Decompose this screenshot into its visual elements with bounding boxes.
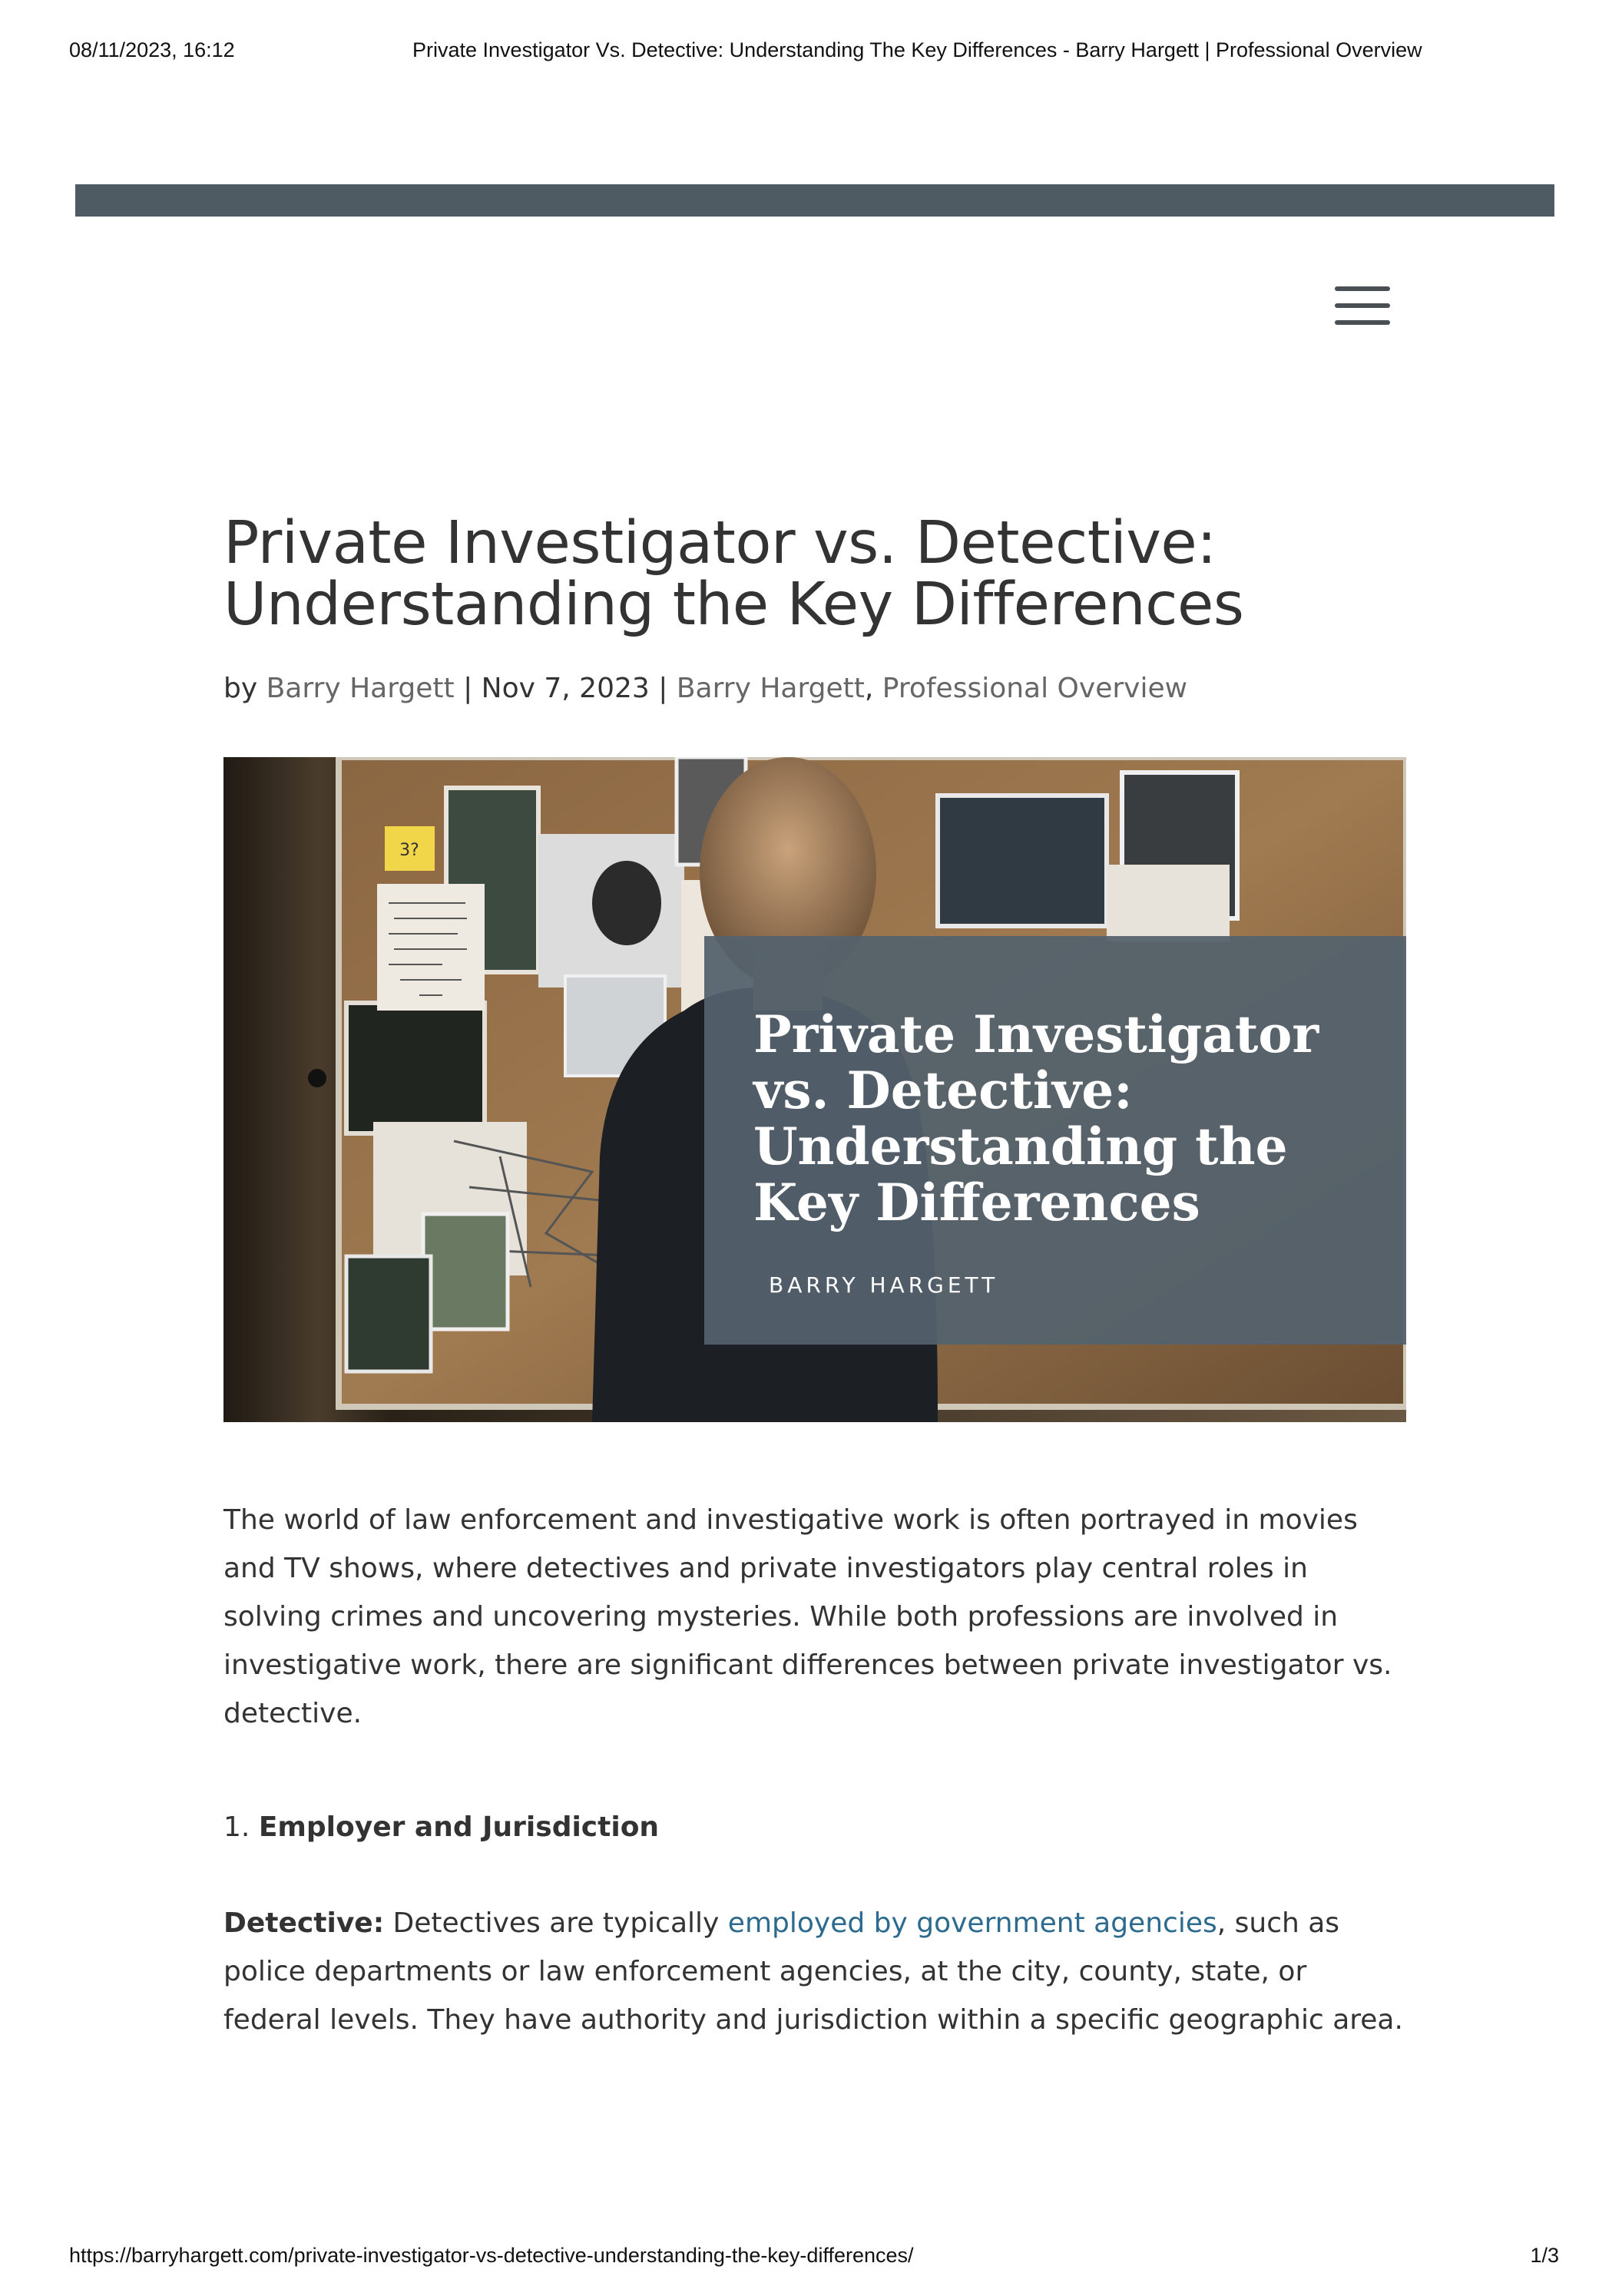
pinned-photo [938, 796, 1107, 926]
meta-separator: | [463, 673, 473, 704]
print-datetime: 08/11/2023, 16:12 [69, 38, 235, 61]
pinned-photo-portrait [592, 861, 661, 945]
featured-overlay-panel [704, 936, 1406, 1345]
section-number: 1. [223, 1811, 250, 1843]
print-footer [0, 2244, 1622, 2274]
pinned-photo-car [346, 1003, 485, 1133]
site-top-bar [75, 184, 1554, 217]
featured-image [223, 757, 1406, 1422]
detective-label: Detective: [223, 1907, 385, 1939]
section-heading [223, 1803, 1406, 1851]
print-page-number: 1/3 [1530, 2244, 1559, 2267]
print-header [0, 38, 1622, 69]
featured-overlay-author: BARRY HARGETT [769, 1272, 999, 1298]
meta-category-link[interactable]: Barry Hargett [676, 673, 865, 704]
section-heading-text: Employer and Jurisdiction [258, 1811, 660, 1843]
post-meta [223, 670, 1406, 708]
meta-category-link[interactable]: Professional Overview [882, 673, 1188, 704]
detective-paragraph [223, 1899, 1406, 2044]
menu-bar-bottom [1335, 320, 1390, 325]
menu-bar-top [1335, 286, 1390, 291]
detective-text-before-link: Detectives are typically [392, 1907, 720, 1939]
sticky-note-text: 3? [399, 841, 419, 860]
meta-by: by [223, 673, 258, 704]
government-agencies-link[interactable]: employed by government agencies [727, 1907, 1217, 1939]
meta-separator: | [658, 673, 668, 704]
print-url: https://barryhargett.com/private-investigator-vs-detective-understanding-the-key-differences/ [69, 2244, 914, 2267]
intro-paragraph: The world of law enforcement and investigative work is often portrayed in movies and TV shows, where detectives and private investigators play central roles in solving crimes and uncovering mysteries. While both professions are involved in investigative work, there are significant differences between private investigator vs. detective. [223, 1504, 1392, 1729]
meta-category-separator: , [864, 673, 874, 704]
featured-overlay-title: Private Investigator vs. Detective: Understanding the Key Differences [753, 1004, 1319, 1232]
board-knob [308, 1069, 326, 1087]
meta-author-link[interactable]: Barry Hargett [266, 673, 455, 704]
menu-bar-middle [1335, 303, 1390, 308]
hamburger-menu-icon[interactable] [1335, 284, 1390, 327]
pinned-photo-woman [423, 1214, 508, 1329]
meta-date: Nov 7, 2023 [481, 673, 650, 704]
detective-text-after-link: , such as police departments or law enforcement agencies, at the city, county, state, or federal levels. They have authority and jurisdiction within a specific geographic area. [223, 1907, 1403, 2036]
pinned-document [1107, 865, 1230, 941]
pinned-photo [346, 1256, 431, 1371]
print-page-title: Private Investigator Vs. Detective: Understanding The Key Differences - Barry Hargett | Professional Overview [412, 38, 1422, 61]
post-title: Private Investigator vs. Detective: Understanding the Key Differences [223, 509, 1244, 639]
